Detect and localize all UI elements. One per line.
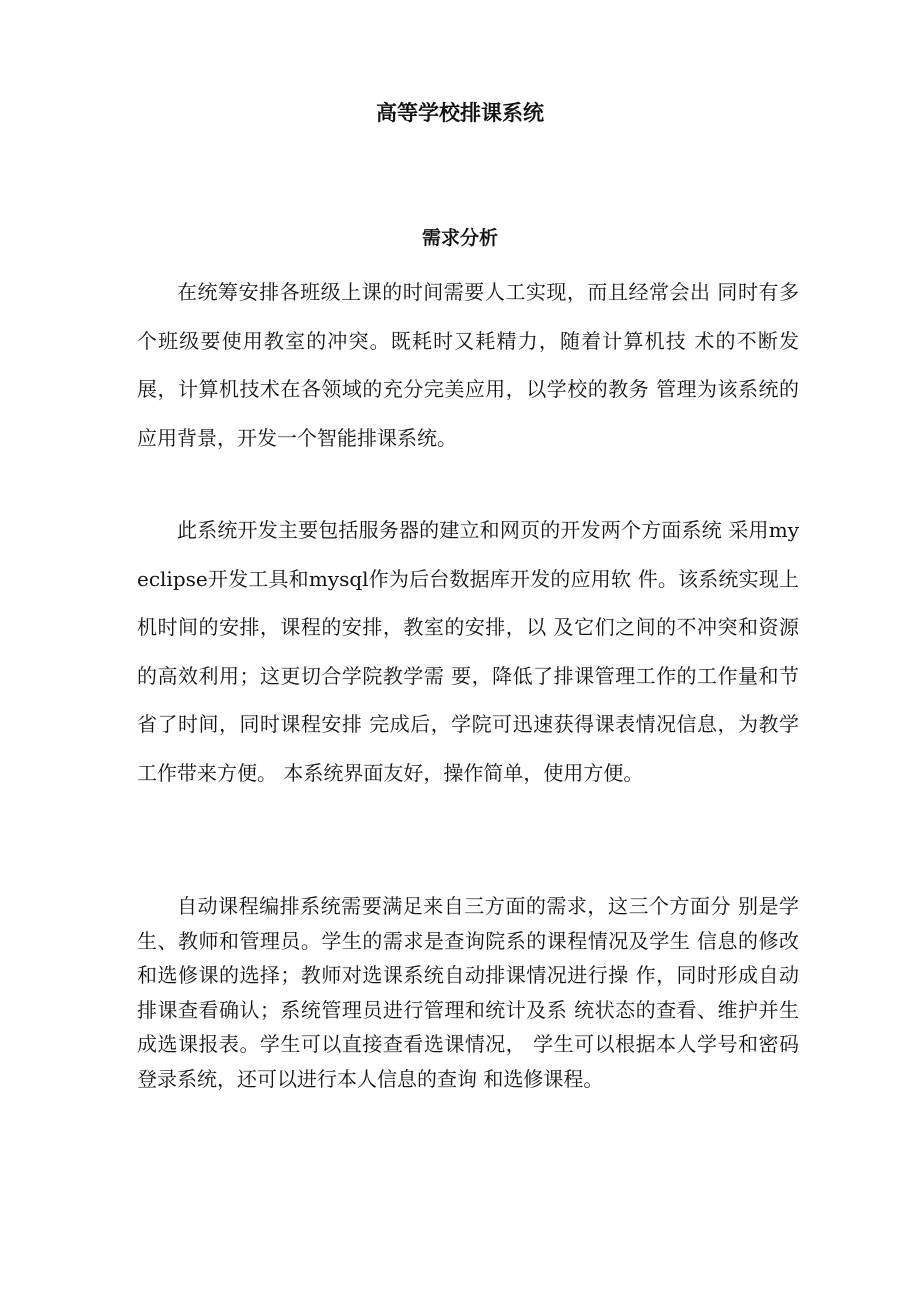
- paragraph: 自动课程编排系统需要满足来自三方面的需求，这三个方面分 别是学生、教师和管理员。学生的需求是查询院系的课程情况及学生 信息的修改和选修课的选择；教师对选课系统自动排课情况进行操 作，同时形成自动排课查看确认；系统管理员进行管理和统计及系 统状态的查看、维护并生成选课报表。学生可以直接查看选课情况， 学生可以根据本人学号和密码登录系统，还可以进行本人信息的查询 和选修课程。: [137, 894, 799, 1091]
- paragraph: 在统筹安排各班级上课的时间需要人工实现，而且经常会出 同时有多个班级要使用教室的冲突。既耗时又耗精力，随着计算机技 术的不断发展，计算机技术在各领域的充分完美应用，以学校的教务 管理为该系统的应用背景，开发一个智能排课系统。: [137, 280, 799, 450]
- document-title: 高等学校排课系统: [376, 101, 544, 125]
- section-heading: 需求分析: [421, 227, 498, 249]
- paragraph: 此系统开发主要包括服务器的建立和网页的开发两个方面系统 采用myeclipse开发工具和mysql作为后台数据库开发的应用软 件。该系统实现上机时间的安排，课程的安排，教室的安排，以 及它们之间的不冲突和资源的高效利用；这更切合学院教学需 要，降低了排课管理工作的工作量和节省了时间，同时课程安排 完成后，学院可迅速获得课表情况信息，为教学工作带来方便。 本系统界面友好，操作简单，使用方便。: [137, 518, 799, 785]
